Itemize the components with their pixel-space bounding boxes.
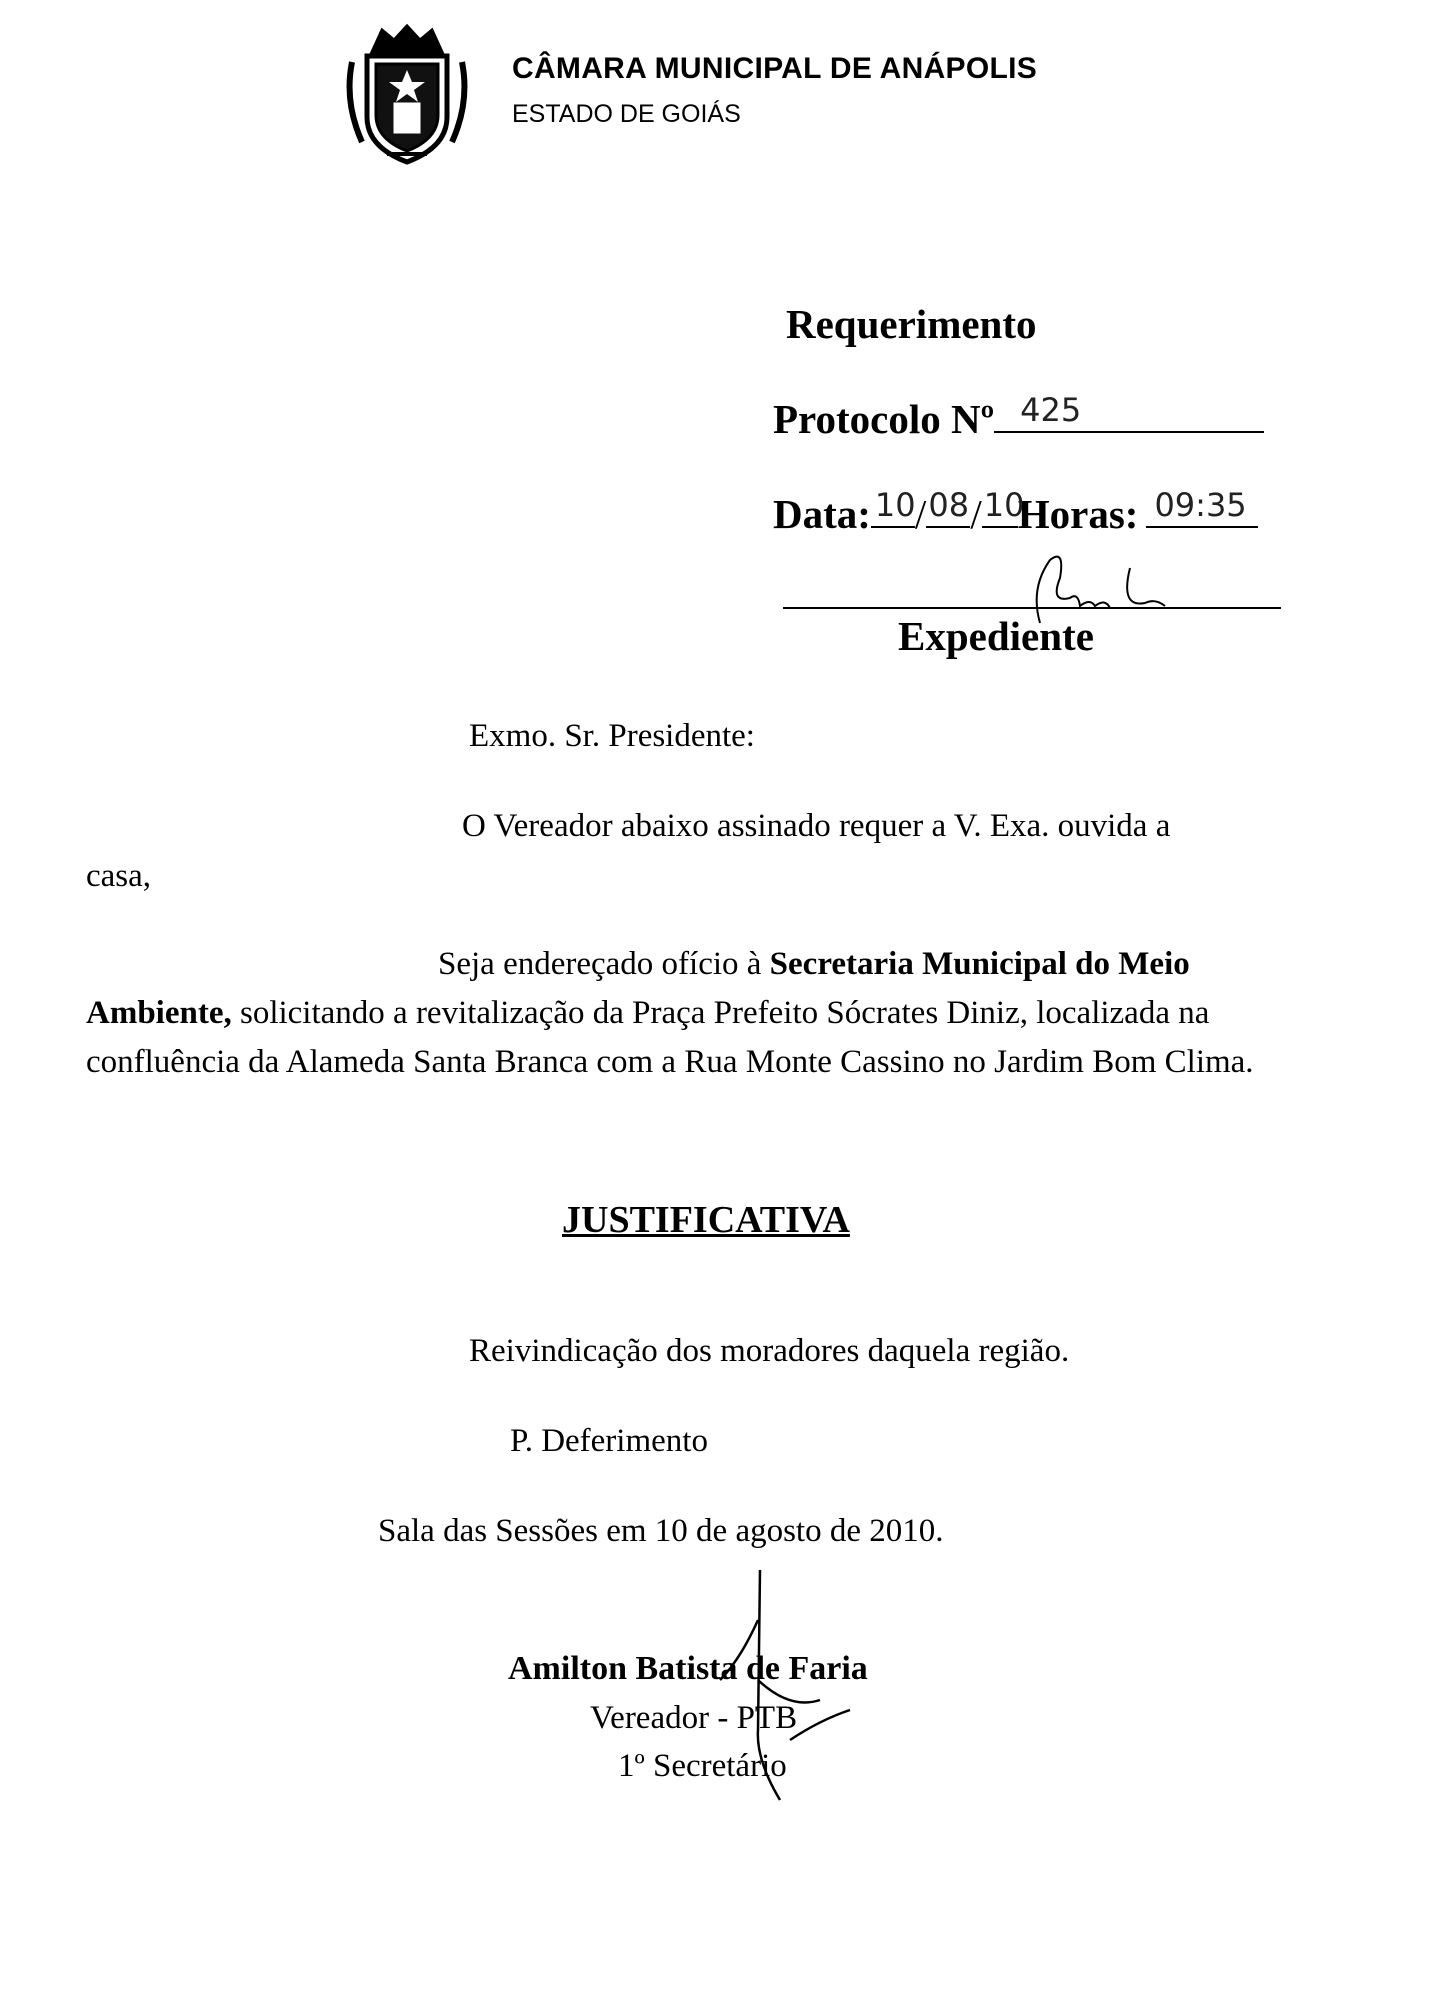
closing-phrase: P. Deferimento [510,1423,708,1459]
expediente-label: Expediente [898,613,1094,659]
date-month: 08 [928,486,970,524]
protocol-label: Protocolo Nº [773,396,995,442]
state-name: ESTADO DE GOIÁS [512,100,741,128]
expediente-rule [783,607,1281,609]
request-intro-line: O Vereador abaixo assinado requer a V. Exa. ouvida a [462,808,1171,844]
signer-position: 1º Secretário [618,1748,787,1784]
protocol-number: 425 [1020,391,1082,429]
time-label: Horas: [1017,491,1139,537]
signer-name: Amilton Batista de Faria [508,1650,868,1687]
recipient-office: Secretaria Municipal do Meio Ambiente, [86,946,1190,1031]
request-details: solicitando a revitalização da Praça Prefeito Sócrates Diniz, localizada na confluência da Alameda Santa Branca com a Rua Monte Cassino no Jardim Bom Clima. [86,995,1254,1080]
request-intro-continuation: casa, [86,858,152,894]
place-and-date: Sala das Sessões em 10 de agosto de 2010. [378,1513,944,1549]
protocol-field [994,391,1264,433]
date-year: 10 [983,486,1025,524]
justification-text: Reivindicação dos moradores daquela região. [469,1333,1070,1369]
protocol-line [773,391,1264,443]
municipal-crest-icon [342,22,472,168]
signer-role: Vereador - PTB [590,1700,798,1736]
date-label: Data: [773,491,871,537]
date-time-line: Data: 10 / 08 / 10 Horas: 09:35 [773,490,1258,538]
date-day: 10 [874,486,916,524]
request-intro-text: Seja endereçado ofício à [438,946,770,982]
document-type-heading: Requerimento [786,301,1037,347]
time-value: 09:35 [1154,486,1247,524]
justification-heading: JUSTIFICATIVA [562,1199,850,1241]
salutation: Exmo. Sr. Presidente: [469,718,755,754]
request-paragraph [86,940,1322,1087]
council-name: CÂMARA MUNICIPAL DE ANÁPOLIS [512,52,1038,85]
